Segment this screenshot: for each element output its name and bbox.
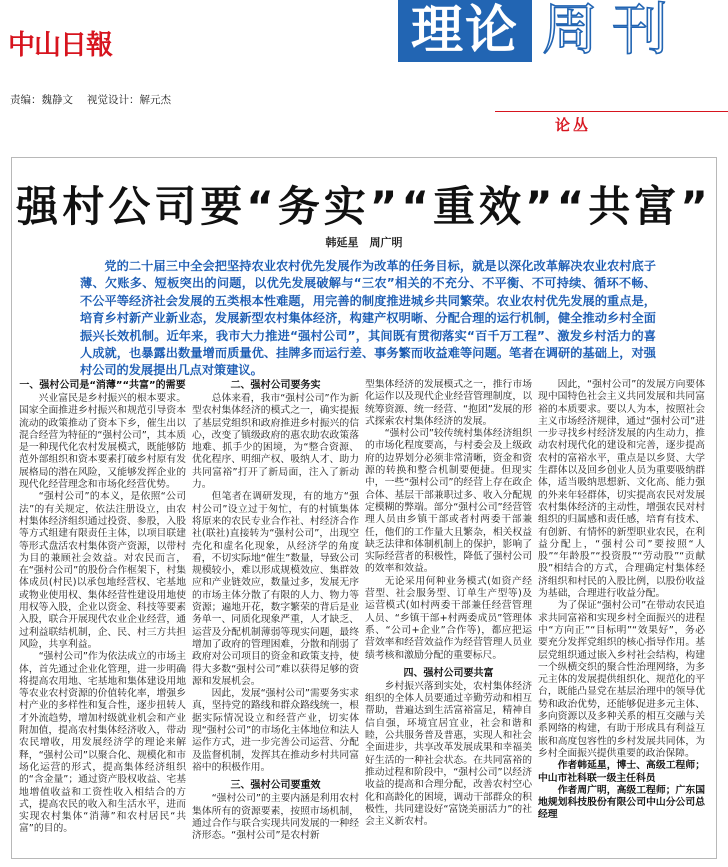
body-paragraph: 乡村振兴落到实处，农村集体经济组织的全体人员要通过辛勤劳动和相互帮助，普遍达到生活富裕富足，精神自信自强，环境宜居宜业，社会和谐和睦，公共服务普及普惠，实现人和社会全面进步，共享改革发展成果和幸福美好生活的一种社会状态。在共同富裕的推动过程和阶段中，“强村公司”以经济收益的提高和合理分配，改善农村空心化和高龄化的困境，调动干部群众的积极性，共同建设好“富饶美丽活力”的社会主义新农村。 xyxy=(365,680,532,828)
author-note: 作者韩延星，博士、高级工程师；中山市社科联一级主任科员 xyxy=(538,760,705,784)
article-column-1 xyxy=(19,379,186,856)
section-title-main: 理论 xyxy=(410,1,519,61)
body-paragraph: 无论采用何种业务模式(如资产经营型、社会服务型、订单生产型等)及运营模式(如村两委干部兼任经营管理人员、“乡镇干部+村两委成员”管理体系、“公司+企业”合作等)，都应把运营效率和经营效益作为经营管理人员业绩考核和激励分配的重要标尺。 xyxy=(365,575,532,661)
section-heading: 一、强村公司是“消薄”“共富”的需要 xyxy=(19,380,186,391)
body-paragraph: “强村公司”的本义，是依照“公司法”的有关规定，依法注册设立，由农村集体经济组织通过投资、参股，入股等方式组建有限责任主体，以项目联建等形式盘活农村集体资产资源，以带村为目的兼顾社会效益。对农民而言，在“强村公司”的股份合作框架下，村集体成员(村民)以承包地经营权、宅基地或物业使用权、集体经营性建设用地使用权等入股，企业以资金、科技等要素入股，联合开展现代农业企业经营，通过利益联结机制，企、民、村三方共担风险，共享利益。 xyxy=(19,491,186,650)
article-column-2 xyxy=(192,379,359,856)
article-lead: 党的二十届三中全会把坚持农业农村优先发展作为改革的任务目标，就是以深化改革解决农业农村底子薄、欠账多、短板突出的问题，以优先发展破解与“三农”相关的不充分、不平衡、不可持续、循环不畅、不公平等经济社会发展的五类根本性难题，用完善的制度推进城乡共同繁荣。农业农村优先发展的重点是，培育乡村新产业新业态，发展新型农村集体经济，构建产权明晰、分配合理的运行机制，健全推动乡村全面振兴长效机制。近年来，我市大力推进“强村公司”，其间既有贯彻落实“百千万工程”、激发乡村活力的喜人成就，也暴露出数量增而质量优、挂牌多而运行差、事务繁而收益难等问题。笔者在调研的基础上，对强村公司的发展提出几点对策建议。 xyxy=(80,259,656,378)
column-tag: 论丛 xyxy=(555,116,592,134)
section-title-sub: 周刊 xyxy=(542,0,682,63)
body-paragraph: 兴业富民是乡村振兴的根本要求。国家全面推进乡村振兴和规范引导资本流动的政策推动了资本下乡，催生出以混合经营为特征的“强村公司”，其本质是一种现代化农村发展模式，既能够防范外部组织和资本要素打破乡村原有发展格局的潜在风险，又能够发挥企业的现代化经营理念和市场化经营优势。 xyxy=(19,393,186,491)
article-title: 强村公司要“务实”“重效”“共富” xyxy=(16,182,712,231)
article-column-3 xyxy=(365,379,532,856)
body-paragraph: “强村公司”的主要内涵是利用农村集体所有的资源要素，按照市场机制，通过合作与联合实现共同发展的一种经济形态。“强村公司”是农村新 xyxy=(192,793,359,842)
section-heading: 二、强村公司要务实 xyxy=(230,380,321,391)
section-heading: 四、强村公司要共富 xyxy=(403,667,494,679)
designer-credit: 视觉设计：解元杰 xyxy=(87,94,171,106)
body-paragraph: 因此，发展“强村公司”需要务实求真，坚持党的路线和群众路线统一，根据实际情况设立和经营产业，切实体现“强村公司”的市场化主体地位和法人运作方式，进一步完善公司运营、分配及监督机制，发挥其在推动乡村共同富裕中的积极作用。 xyxy=(192,688,359,773)
newspaper-logo: 中山日報 xyxy=(8,30,112,61)
section-title-box xyxy=(398,0,532,62)
body-paragraph: “强村公司”作为依法成立的市场主体，首先通过企业化管理，进一步明确将提高农用地、宅基地和集体建设用地等农业农村资源的价值转化率，增强乡村产业的多样性和复合性，逐步扭转人才外流趋势，增加村级就业机会和产业附加值，提高农村集体经济收入，带动农民增收，用发展经济学的理论来解释，“强村公司”以聚合化、规模化和市场化运营的形式，提高集体经济组织的“含金量”；通过资产股权收益、宅基地增值收益和工资性收入相结合的方式，提高农民的收入和生活水平，进而实现农村集体“消薄”和农村居民“共富”的目的。 xyxy=(19,651,186,835)
body-paragraph: 总体来看，我市“强村公司”作为新型农村集体经济的模式之一，确实提振了基层党组织和政府推进乡村振兴的信心，改变了镇级政府的惠农助农政策落地难、抓手少的困境，为“整合资源、优化程序、明细产权、吸纳人才、助力共同富裕”打开了新局面，注入了新动力。 xyxy=(192,393,359,491)
section-heading: 三、强村公司要重效 xyxy=(230,780,321,792)
article-authors: 韩延星 周广明 xyxy=(325,236,403,249)
article-column-4 xyxy=(538,379,705,856)
page-credits xyxy=(10,93,185,107)
body-paragraph: “强村公司”较传统村集体经济组织的市场化程度要高，与村委会及上级政府的边界划分必须非常清晰，资金和资源的转换和整合机制要便捷。但现实中，一些“强村公司”的经营上存在政企合体、基层干部兼职过多、收入分配规定模糊的弊端。部分“强村公司”经营管理人员由乡镇干部或者村两委干部兼任，他们的工作量大且繁杂，相关权益缺乏法律和体制机制上的保护，影响了实际经营者的积极性，降低了强村公司的效率和效益。 xyxy=(365,428,532,575)
editor-credit: 责编：魏静文 xyxy=(10,94,73,106)
author-note: 作者周广明，高级工程师；广东国地规划科技股份有限公司中山分公司总经理 xyxy=(538,784,705,821)
body-paragraph: 型集体经济的发展模式之一，推行市场化运作以及现代企业经营管理制度，以统筹资源、统一经营、“抱团”发展的形式探索农村集体经济的发展。 xyxy=(365,379,532,427)
body-paragraph: 为了保证“强村公司”在带动农民追求共同富裕和实现乡村全面振兴的进程中“方向正”“目标明”“效果好”，务必要充分发挥党组织的核心指导作用。基层党组织通过嵌入乡村社会结构，构建一个纵横交织的聚合性治理网络，为多元主体的发展提供组织化、规范化的平台，既能凸显党在基层治理中的领导优势和政治优势，还能够促进多元主体、多向资源以及多种关系的相互交融与关系网络的构建，有助于形成具有利益互嵌和高度包容性的乡村发展共同体，为乡村全面振兴提供重要的政治保障。 xyxy=(538,600,705,759)
body-paragraph: 但笔者在调研发现，有的地方“强村公司”设立过于匆忙，有的村镇集体将原来的农民专业合作社、村经济合作社(联社)直接转为“强村公司”，出现空壳化和虚名化现象，从经济学的角度看，不切实际地“催生”数量，导致公司规模较小，难以形成规模效应、集群效应和产业链效应，数量过多，发展无序的市场主体分散了有限的人力、物力等资源；遍地开花，数字繁荣的背后是业务单一、同质化现象严重，人才缺乏、运营及分配机制薄弱等现实问题，最终增加了政府的管理困难，分散和削弱了政府对公司项目的资金和政策支持，使得大多数“强村公司”难以获得足够的资源和发展机会。 xyxy=(192,491,359,687)
column-tag-rule xyxy=(495,111,728,112)
body-paragraph: 因此，“强村公司”的发展方向要体现中国特色社会主义共同发展和共同富裕的本质要求。要以人为本，按照社会主义市场经济规律，通过“强村公司”进一步寻找乡村经济发展的内生动力，推动农村现代化的建设和完善，逐步提高农村的富裕水平，重点是以乡贤、大学生群体以及回乡创业人员为重要吸纳群体，适当吸纳思想新、文化高、能力强的外来年轻群体，切实提高农民对发展农村集体经济的主动性，增强农民对村组织的归属感和责任感，培育有技术、有创新、有情怀的新型职业农民，在利益分配上，“强村公司”要按照“人股”“年龄股”“投资股”“劳动股”“贡献股”相结合的方式，合理确定村集体经济组织和村民的入股比例，以股份收益为基础，合理进行收益分配。 xyxy=(538,379,705,600)
